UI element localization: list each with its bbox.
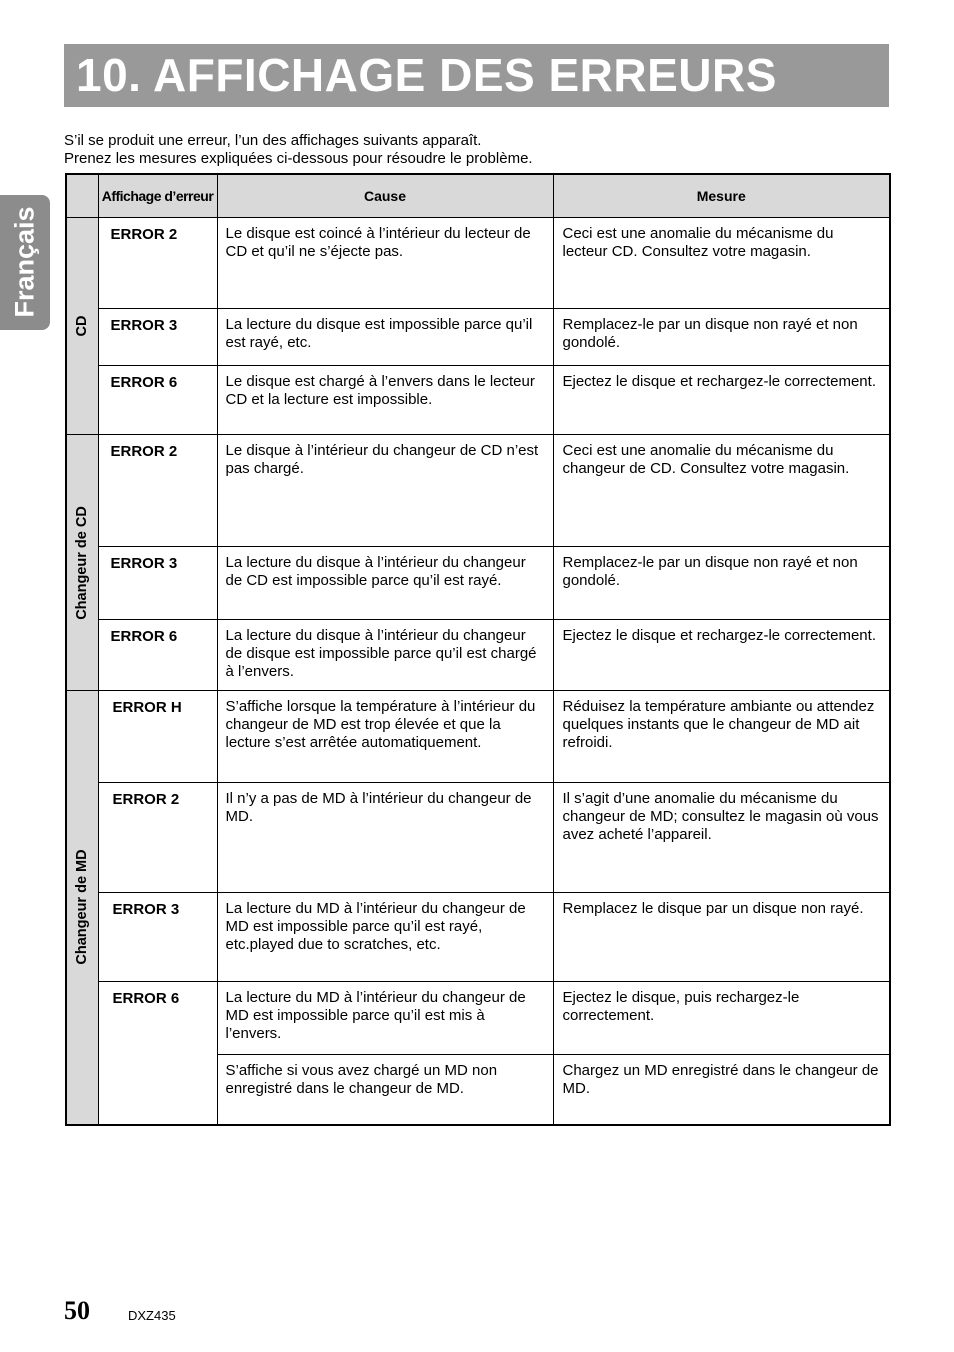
group-label-md-changer [66, 691, 98, 1125]
error-code: ERROR 3 [98, 309, 217, 366]
cause-cell: Le disque à l’intérieur du changeur de CD n’est pas chargé. [217, 435, 553, 547]
cause-cell: S’affiche lorsque la température à l’intérieur du changeur de MD est trop élevée et que la lecture s’est arrêtée automatiquement. [217, 691, 553, 783]
group-label-text: CD [74, 315, 91, 337]
group-label-text: Changeur de MD [74, 849, 91, 965]
cause-cell: Le disque est chargé à l’envers dans le lecteur CD et la lecture est impossible. [217, 366, 553, 435]
cause-cell: La lecture du MD à l’intérieur du changeur de MD est impossible parce qu’il est rayé, etc.played due to scratches, etc. [217, 893, 553, 982]
mesure-cell: Remplacez le disque par un disque non rayé. [553, 893, 890, 982]
intro-line-2: Prenez les mesures expliquées ci-dessous pour résoudre le problème. [64, 150, 533, 167]
mesure-cell: Il s’agit d’une anomalie du mécanisme du changeur de MD; consultez le magasin où vous avez acheté l’appareil. [553, 783, 890, 893]
table-row [66, 366, 890, 435]
table-row [66, 783, 890, 893]
error-table [65, 173, 891, 1126]
table-row [66, 620, 890, 691]
intro-line-1: S’il se produit une erreur, l’un des affichages suivants apparaît. [64, 132, 482, 149]
error-code: ERROR 2 [98, 783, 217, 893]
table-row [66, 893, 890, 982]
header-mesure: Mesure [553, 174, 890, 218]
cause-cell: Le disque est coincé à l’intérieur du lecteur de CD et qu’il ne s’éjecte pas. [217, 218, 553, 309]
error-code: ERROR 6 [98, 620, 217, 691]
page-number: 50 [64, 1296, 90, 1325]
error-code: ERROR 6 [98, 366, 217, 435]
table-row [66, 982, 890, 1055]
mesure-cell: Ejectez le disque, puis rechargez-le correctement. [553, 982, 890, 1055]
title-bar [64, 44, 889, 107]
mesure-cell: Remplacez-le par un disque non rayé et non gondolé. [553, 547, 890, 620]
error-code: ERROR H [98, 691, 217, 783]
table-row [66, 435, 890, 547]
group-label-text: Changeur de CD [74, 505, 91, 620]
header-corner-cell [66, 174, 98, 218]
error-code: ERROR 2 [98, 218, 217, 309]
error-code: ERROR 2 [98, 435, 217, 547]
mesure-cell: Chargez un MD enregistré dans le changeur de MD. [553, 1055, 890, 1125]
intro-text [64, 132, 533, 168]
mesure-cell: Ejectez le disque et rechargez-le correctement. [553, 366, 890, 435]
error-code: ERROR 3 [98, 893, 217, 982]
error-code: ERROR 3 [98, 547, 217, 620]
mesure-cell: Réduisez la température ambiante ou attendez quelques instants que le changeur de MD ait refroidi. [553, 691, 890, 783]
language-tab [0, 195, 50, 330]
error-code: ERROR 6 [98, 982, 217, 1125]
cause-cell: La lecture du disque à l’intérieur du changeur de CD est impossible parce qu’il est rayé. [217, 547, 553, 620]
cause-cell: S’affiche si vous avez chargé un MD non enregistré dans le changeur de MD. [217, 1055, 553, 1125]
table-row [66, 547, 890, 620]
mesure-cell: Remplacez-le par un disque non rayé et non gondolé. [553, 309, 890, 366]
header-error-display: Affichage d’erreur [98, 174, 217, 218]
table-row [66, 309, 890, 366]
header-cause: Cause [217, 174, 553, 218]
table-header-row [66, 174, 890, 218]
mesure-cell: Ejectez le disque et rechargez-le correctement. [553, 620, 890, 691]
group-label-cd-changer [66, 435, 98, 691]
mesure-cell: Ceci est une anomalie du mécanisme du lecteur CD. Consultez votre magasin. [553, 218, 890, 309]
cause-cell: La lecture du disque à l’intérieur du changeur de disque est impossible parce qu’il est chargé à l’envers. [217, 620, 553, 691]
model-number: DXZ435 [128, 1308, 176, 1323]
table-row [66, 691, 890, 783]
cause-cell: Il n’y a pas de MD à l’intérieur du changeur de MD. [217, 783, 553, 893]
page-title: 10. AFFICHAGE DES ERREURS [76, 49, 777, 101]
table-row [66, 218, 890, 309]
language-tab-label: Français [9, 206, 40, 318]
mesure-cell: Ceci est une anomalie du mécanisme du changeur de CD. Consultez votre magasin. [553, 435, 890, 547]
cause-cell: La lecture du disque est impossible parce qu’il est rayé, etc. [217, 309, 553, 366]
cause-cell: La lecture du MD à l’intérieur du changeur de MD est impossible parce qu’il est mis à l’envers. [217, 982, 553, 1055]
group-label-cd [66, 218, 98, 435]
